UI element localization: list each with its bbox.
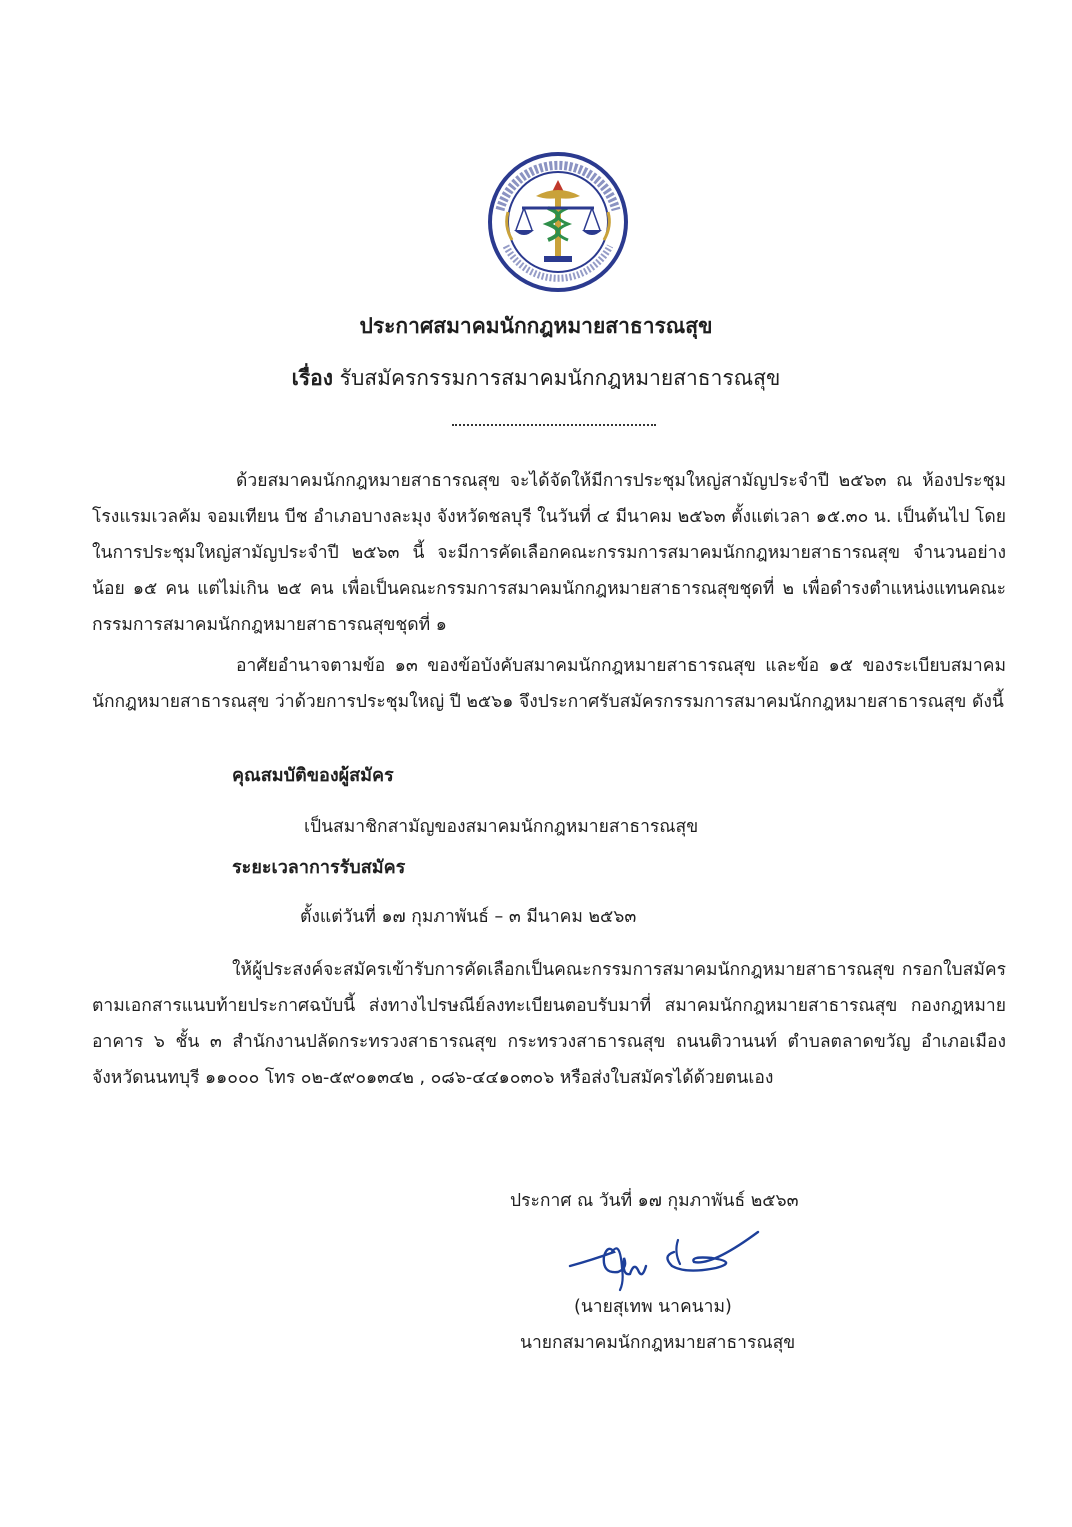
subject-label: เรื่อง: [291, 366, 333, 390]
handwritten-signature-icon: [562, 1222, 762, 1292]
qualifications-heading: คุณสมบัติของผู้สมัคร: [232, 765, 394, 786]
subject-text: รับสมัครกรรมการสมาคมนักกฎหมายสาธารณสุข: [339, 366, 781, 390]
association-seal-icon: [486, 150, 630, 294]
announcement-title: ประกาศสมาคมนักกฎหมายสาธารณสุข: [359, 314, 713, 338]
announcement-date: ประกาศ ณ วันที่ ๑๗ กุมภาพันธ์ ๒๕๖๓: [510, 1191, 799, 1211]
paragraph-meeting-notice: ด้วยสมาคมนักกฎหมายสาธารณสุข จะได้จัดให้มีการประชุมใหญ่สามัญประจำปี ๒๕๖๓ ณ ห้องประชุม โรงแรมเวลคัม จอมเทียน บีช อำเภอบางละมุง จังหวัดชลบุรี ในวันที่ ๔ มีนาคม ๒๕๖๓ ตั้งแต่เวลา ๑๕.๓๐ น. เป็นต้นไป โดยในการประชุมใหญ่สามัญประจำปี ๒๕๖๓ นี้ จะมีการคัดเลือกคณะกรรมการสมาคมนักกฎหมายสาธารณสุข จำนวนอย่างน้อย ๑๕ คน แต่ไม่เกิน ๒๕ คน เพื่อเป็นคณะกรรมการสมาคมนักกฎหมายสาธารณสุขชุดที่ ๒ เพื่อดำรงตำแหน่งแทนคณะกรรมการสมาคมนักกฎหมายสาธารณสุขชุดที่ ๑: [92, 471, 1006, 635]
paragraph-authority: อาศัยอำนาจตามข้อ ๑๓ ของข้อบังคับสมาคมนักกฎหมายสาธารณสุข และข้อ ๑๕ ของระเบียบสมาคมนักกฎหมายสาธารณสุข ว่าด้วยการประชุมใหญ่ ปี ๒๕๖๑ จึงประกาศรับสมัครกรรมการสมาคมนักกฎหมายสาธารณสุข ดังนี้: [92, 656, 1006, 712]
period-text: ตั้งแต่วันที่ ๑๗ กุมภาพันธ์ – ๓ มีนาคม ๒๕๖๓: [300, 907, 637, 927]
period-heading: ระยะเวลาการรับสมัคร: [232, 857, 406, 878]
qualifications-text: เป็นสมาชิกสามัญของสมาคมนักกฎหมายสาธารณสุข: [304, 817, 699, 837]
announcement-subject: [0, 362, 1072, 395]
signer-name: (นายสุเทพ นาคนาม): [574, 1297, 732, 1317]
signer-position: นายกสมาคมนักกฎหมายสาธารณสุข: [520, 1333, 796, 1353]
dotted-divider: [452, 420, 656, 426]
paragraph-application-instructions: ให้ผู้ประสงค์จะสมัครเข้ารับการคัดเลือกเป็นคณะกรรมการสมาคมนักกฎหมายสาธารณสุข กรอกใบสมัครตามเอกสารแนบท้ายประกาศฉบับนี้ ส่งทางไปรษณีย์ลงทะเบียนตอบรับมาที่ สมาคมนักกฎหมายสาธารณสุข กองกฎหมาย อาคาร ๖ ชั้น ๓ สำนักงานปลัดกระทรวงสาธารณสุข กระทรวงสาธารณสุข ถนนติวานนท์ ตำบลตลาดขวัญ อำเภอเมือง จังหวัดนนทบุรี ๑๑๐๐๐ โทร ๐๒-๕๙๐๑๓๔๒ , ๐๘๖-๔๔๑๐๓๐๖ หรือส่งใบสมัครได้ด้วยตนเอง: [92, 960, 1006, 1088]
